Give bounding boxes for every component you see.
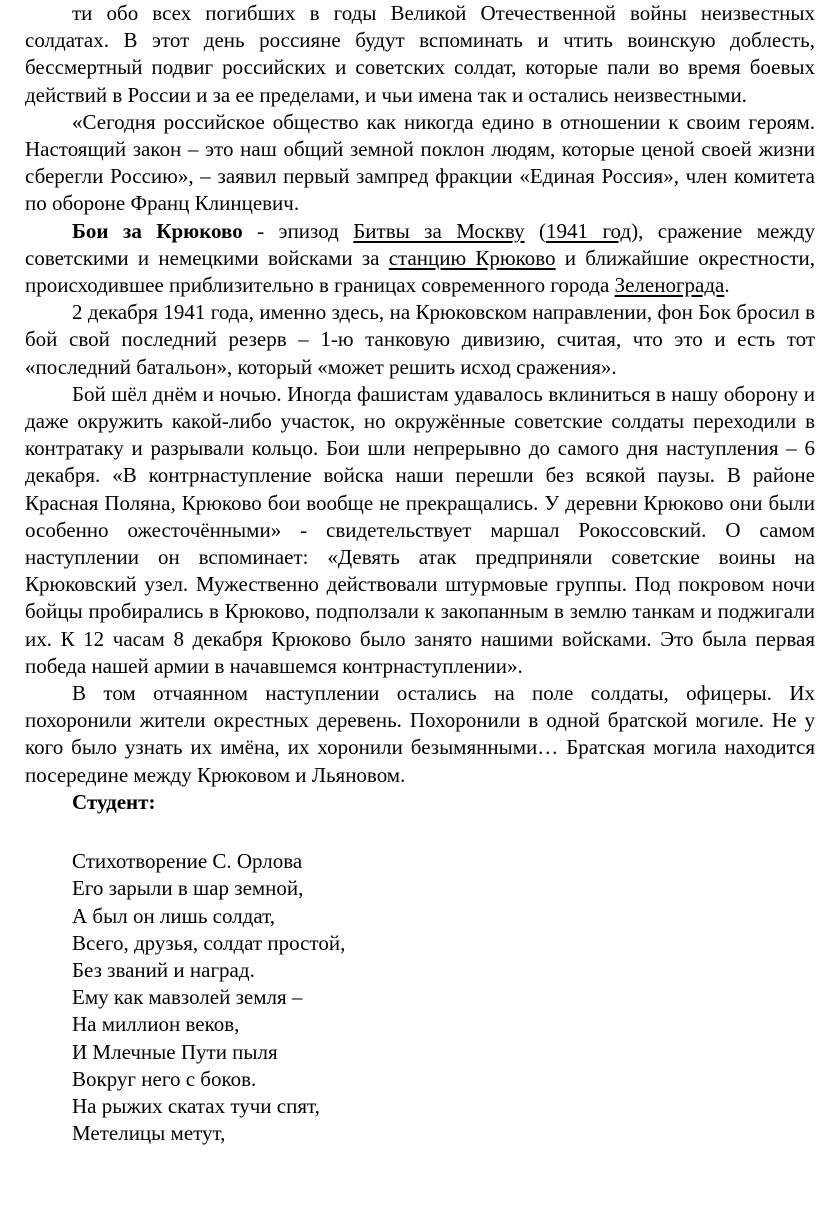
student-label: Студент:	[72, 789, 156, 814]
paragraph-battles-kryukovo	[25, 218, 815, 300]
link-battle-of-moscow[interactable]: Битвы за Москву	[353, 218, 525, 243]
link-1941-year[interactable]: 1941 год	[546, 218, 632, 243]
text-fragment: ), сражение между советскими и немецкими войсками за	[25, 218, 815, 270]
link-kryukovo-station[interactable]: станцию Крюково	[388, 245, 556, 270]
poem-line: На миллион веков,	[72, 1012, 240, 1037]
paragraph-unknown-soldiers: ти обо всех погибших в годы Великой Отечественной войны неизвестных солдатах. В этот день россияне будут вспоминать и чтить воинскую доблесть, бессмертный подвиг российских и советских солдат, которые пали во время боевых действий в России и за ее пределами, и чьи имена так и остались неизвестными.	[25, 1, 815, 107]
link-zelenograd[interactable]: Зеленограда	[614, 273, 725, 298]
paragraph-day-and-night-battle: Бой шёл днём и ночью. Иногда фашистам удавалось вклиниться в нашу оборону и даже окружить какой-либо участок, но окружённые советские солдаты переходили в контратаку и разрывали кольцо. Бои шли непрерывно до самого дня наступления – 6 декабря. «В контрнаступление войска наши перешли без всякой паузы. В районе Красная Поляна, Крюково бои вообще не прекращались. У деревни Крюково они были особенно ожесточёнными» - свидетельствует маршал Рокоссовский. О самом наступлении он вспоминает: «Девять атак предприняли советские воины на Крюковский узел. Мужественно действовали штурмовые группы. Под покровом ночи бойцы пробирались в Крюково, подползали к закопанным в землю танкам и поджигали их. К 12 часам 8 декабря Крюково было занято нашими войсками. Это была первая победа нашей армии в начавшемся контрнаступлении».	[25, 381, 815, 678]
poem-line: Метелицы метут,	[72, 1121, 226, 1146]
poem-line: На рыжих скатах тучи спят,	[72, 1093, 320, 1118]
poem-title: Стихотворение С. Орлова	[72, 849, 303, 874]
poem-line: Всего, друзья, солдат простой,	[72, 930, 346, 955]
text-fragment: (	[524, 218, 547, 243]
blank-line	[25, 816, 815, 848]
poem-line: Без званий и наград.	[72, 957, 255, 982]
poem-line: И Млечные Пути пыля	[72, 1039, 278, 1064]
document-page	[25, 0, 815, 1147]
poem-line: Ему как мавзолей земля –	[72, 985, 303, 1010]
poem-line: Его зарыли в шар земной,	[72, 876, 304, 901]
poem	[25, 848, 815, 1147]
text-fragment: .	[724, 273, 730, 298]
battles-kryukovo-title: Бои за Крюково	[72, 218, 243, 243]
paragraph-klintsevich-quote: «Сегодня российское общество как никогда едино в отношении к своим героям. Настоящий закон – это наш общий земной поклон людям, которые ценой своей жизни сберегли Россию», – заявил первый зампред фракции «Единая Россия», член комитета по обороне Франц Клинцевич.	[25, 109, 815, 216]
paragraph-von-bock: 2 декабря 1941 года, именно здесь, на Крюковском направлении, фон Бок бросил в бой свой последний резерв – 1-ю танковую дивизию, считая, что это и есть тот «последний батальон», который «может решить исход сражения».	[25, 300, 815, 379]
poem-line: А был он лишь солдат,	[72, 903, 275, 928]
text-fragment: и ближайшие окрестности, происходившее приблизительно в границах современного города	[25, 245, 815, 298]
poem-line: Вокруг него с боков.	[72, 1066, 257, 1091]
paragraph-mass-grave: В том отчаянном наступлении остались на поле солдаты, офицеры. Их похоронили жители окрестных деревень. Похоронили в одной братской могиле. Не у кого было узнать их имёна, их хоронили безымянными… Братская могила находится посередине между Крюковом и Льяновом.	[25, 681, 815, 787]
text-fragment: - эпизод	[242, 218, 354, 243]
